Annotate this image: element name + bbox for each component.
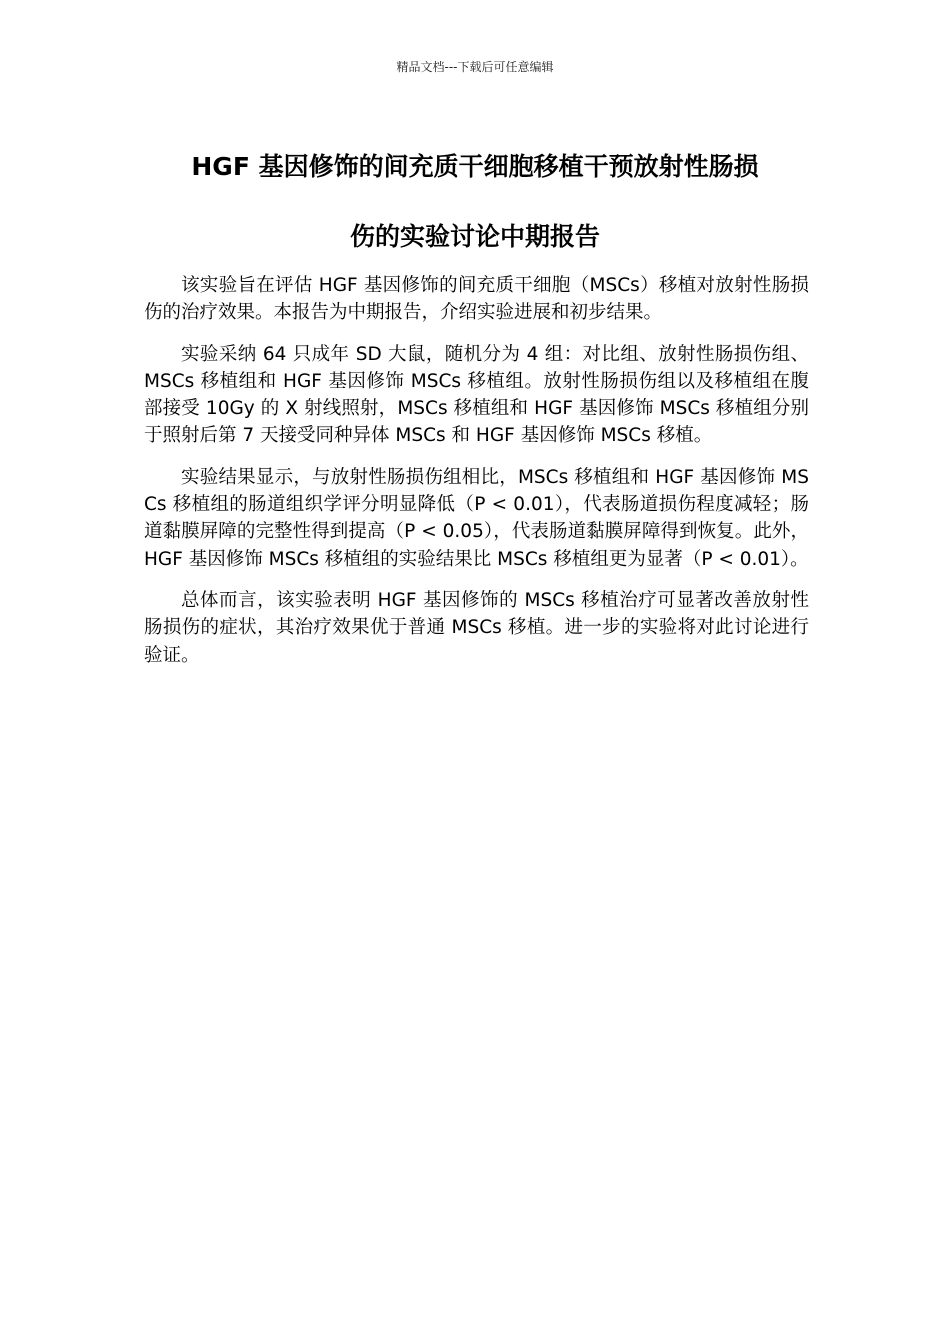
document-title [130,132,820,272]
paragraph-conclusion: 总体而言，该实验表明 HGF 基因修饰的 MSCs 移植治疗可显著改善放射性肠损伤的症状，其治疗效果优于普通 MSCs 移植。进一步的实验将对此讨论进行验证。 [144,589,809,666]
title-line-2: 伤的实验讨论中期报告 [349,222,600,251]
title-line-1: HGF 基因修饰的间充质干细胞移植干预放射性肠损 [191,152,759,181]
paragraph-methods: 实验采纳 64 只成年 SD 大鼠，随机分为 4 组：对比组、放射性肠损伤组、MSCs 移植组和 HGF 基因修饰 MSCs 移植组。放射性肠损伤组以及移植组在腹部接受 10Gy 的 X 射线照射，MSCs 移植组和 HGF 基因修饰 MSCs 移植组分别于照射后第 7 天接受同种异体 MSCs 和 HGF 基因修饰 MSCs 移植。 [144,343,809,447]
paragraph-intro: 该实验旨在评估 HGF 基因修饰的间充质干细胞（MSCs）移植对放射性肠损伤的治疗效果。本报告为中期报告，介绍实验进展和初步结果。 [144,275,809,324]
paragraph-results: 实验结果显示，与放射性肠损伤组相比，MSCs 移植组和 HGF 基因修饰 MSCs 移植组的肠道组织学评分明显降低（P < 0.01），代表肠道损伤程度减轻；肠道黏膜屏障的完整性得到提高（P < 0.05），代表肠道黏膜屏障得到恢复。此外，HGF 基因修饰 MSCs 移植组的实验结果比 MSCs 移植组更为显著（P < 0.01）。 [144,466,809,570]
header-note: 精品文档---下载后可任意编辑 [396,60,554,74]
document-body [144,272,809,683]
